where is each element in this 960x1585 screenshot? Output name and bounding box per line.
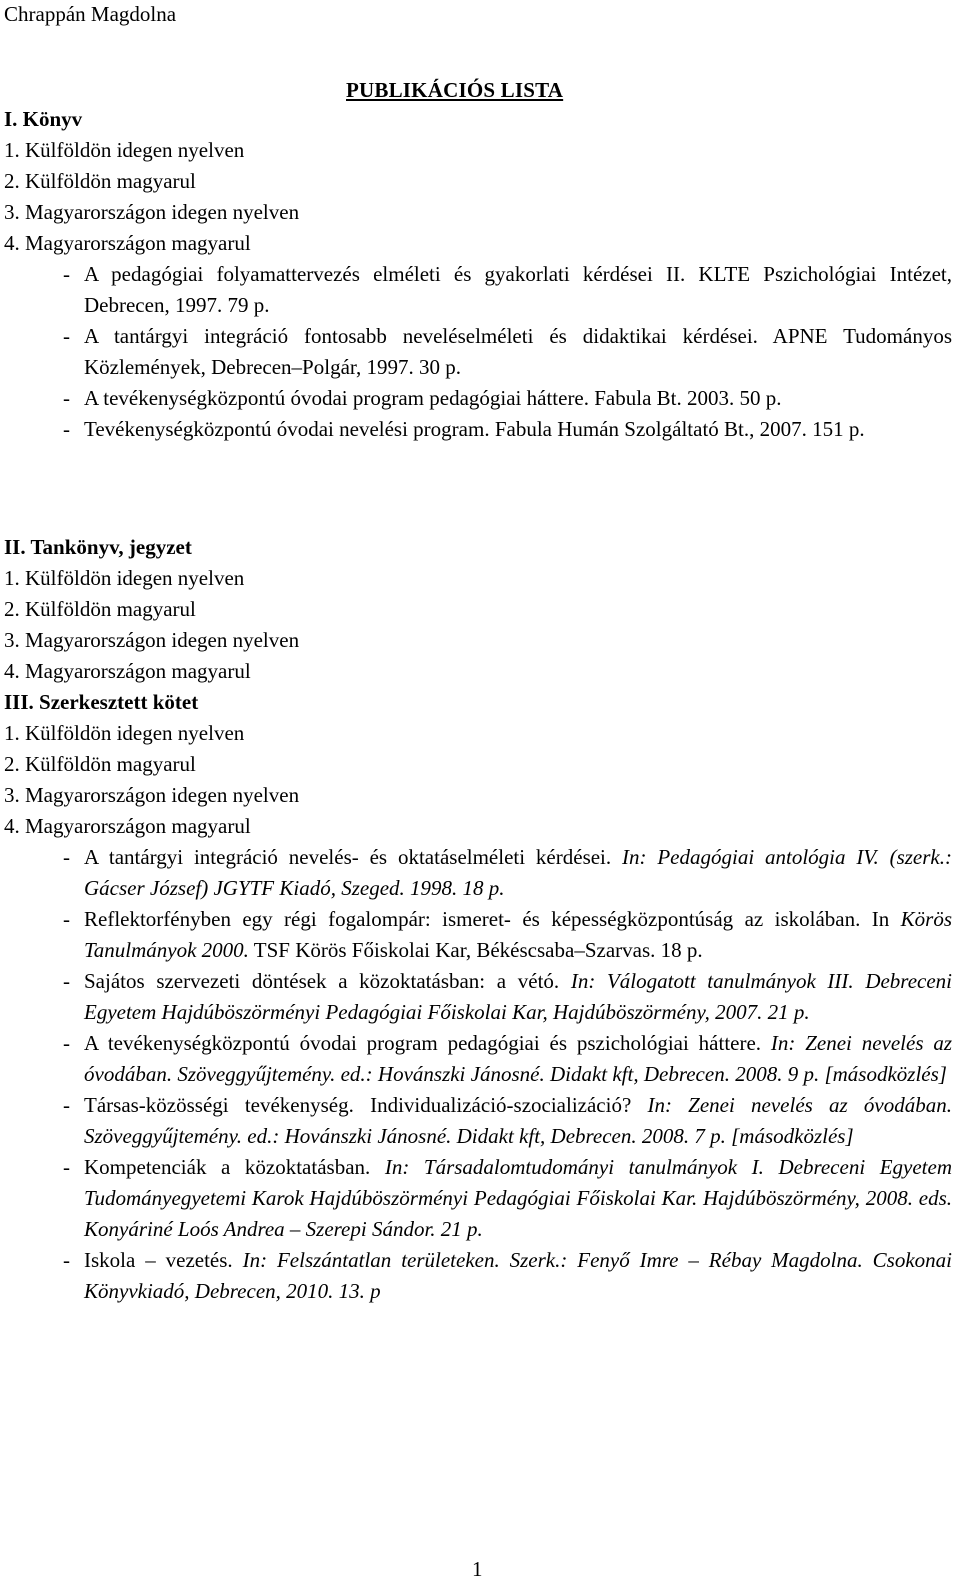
entry-tail: TSF Körös Főiskolai Kar, Békéscsaba–Szarvas. 18 p. [248, 938, 703, 962]
section-heading: III. Szerkesztett kötet [4, 690, 199, 714]
subsection-label: 4. Magyarországon magyarul [4, 814, 251, 838]
entry-text: Társas-közösségi tevékenység. Individualizáció-szocializáció? [84, 1093, 648, 1117]
subsection-label: 1. Külföldön idegen nyelven [4, 566, 245, 590]
publication-entry [4, 1152, 952, 1245]
section-heading: I. Könyv [4, 107, 83, 131]
publication-entry [4, 1028, 952, 1090]
subsection-label: 3. Magyarországon idegen nyelven [4, 628, 300, 652]
author-name: Chrappán Magdolna [4, 2, 177, 26]
entry-text: A pedagógiai folyamattervezés elméleti és gyakorlati kérdései II. KLTE Pszichológiai Intézet, Debrecen, 1997. 79 p. [84, 262, 952, 317]
publication-entry [4, 383, 952, 414]
subsection-label: 3. Magyarországon idegen nyelven [4, 200, 300, 224]
entry-text: A tantárgyi integráció fontosabb neveléselméleti és didaktikai kérdései. APNE Tudományos Közlemények, Debrecen–Polgár, 1997. 30 p. [84, 324, 952, 379]
entry-text: Sajátos szervezeti döntések a közoktatásban: a vétó. [84, 969, 571, 993]
publication-entry [4, 904, 952, 966]
entry-text: A tevékenységközpontú óvodai program pedagógiai és pszichológiai háttere. [84, 1031, 771, 1055]
entry-source: In: Társadalomtudományi tanulmányok I. Debreceni Egyetem Tudományegyetemi Karok Hajdúböszörményi Pedagógiai Főiskolai Kar. Hajdúböszörmény, 2008. eds. Konyáriné Loós Andrea – Szerepi Sándor. 21 p. [84, 1155, 952, 1241]
publication-entry [4, 1245, 952, 1307]
entry-text: A tevékenységközpontú óvodai program pedagógiai háttere. Fabula Bt. 2003. 50 p. [84, 386, 782, 410]
subsection-label: 4. Magyarországon magyarul [4, 231, 251, 255]
entry-source: Körös Tanulmányok 2000. [84, 907, 952, 962]
page-number: 1 [472, 1557, 483, 1581]
subsection-label: 2. Külföldön magyarul [4, 752, 196, 776]
entry-source: In: Válogatott tanulmányok III. Debreceni Egyetem Hajdúböszörményi Pedagógiai Főiskolai Kar, Hajdúböszörmény, 2007. 21 p. [84, 969, 952, 1024]
subsection-label: 3. Magyarországon idegen nyelven [4, 783, 300, 807]
subsection-label: 2. Külföldön magyarul [4, 169, 196, 193]
section-szerkesztett-kotet [4, 687, 952, 1307]
section-tankonyv [4, 532, 952, 687]
publication-entry [4, 414, 952, 445]
entry-text: Reflektorfényben egy régi fogalompár: ismeret- és képességközpontúság az iskolában. In [84, 907, 901, 931]
publication-list [4, 842, 952, 1307]
entry-text: Iskola – vezetés. [84, 1248, 243, 1272]
entry-source: In: Pedagógiai antológia IV. (szerk.: Gácser József) JGYTF Kiadó, Szeged. 1998. 18 p. [84, 845, 952, 900]
publication-entry [4, 842, 952, 904]
subsection-label: 1. Külföldön idegen nyelven [4, 721, 245, 745]
publication-list [4, 259, 952, 445]
publication-entry [4, 966, 952, 1028]
entry-text: Kompetenciák a közoktatásban. [84, 1155, 385, 1179]
section-heading: II. Tankönyv, jegyzet [4, 535, 192, 559]
publication-entry [4, 259, 952, 321]
entry-text: Tevékenységközpontú óvodai nevelési program. Fabula Humán Szolgáltató Bt., 2007. 151 p. [84, 417, 865, 441]
entry-source: In: Felszántatlan területeken. Szerk.: Fenyő Imre – Rébay Magdolna. Csokonai Könyvkiadó, Debrecen, 2010. 13. p [84, 1248, 952, 1303]
entry-source: In: Zenei nevelés az óvodában. Szöveggyűjtemény. ed.: Hovánszki Jánosné. Didakt kft, Debrecen. 2008. 7 p. [másodközlés] [84, 1093, 952, 1148]
publication-entry [4, 321, 952, 383]
section-konyv [4, 104, 952, 445]
entry-text: A tantárgyi integráció nevelés- és oktatáselméleti kérdései. [84, 845, 622, 869]
subsection-label: 4. Magyarországon magyarul [4, 659, 251, 683]
subsection-label: 2. Külföldön magyarul [4, 597, 196, 621]
publication-entry [4, 1090, 952, 1152]
entry-source: In: Zenei nevelés az óvodában. Szöveggyűjtemény. ed.: Hovánszki Jánosné. Didakt kft, Debrecen. 2008. 9 p. [másodközlés] [84, 1031, 952, 1086]
subsection-label: 1. Külföldön idegen nyelven [4, 138, 245, 162]
page-title: PUBLIKÁCIÓS LISTA [346, 78, 564, 102]
